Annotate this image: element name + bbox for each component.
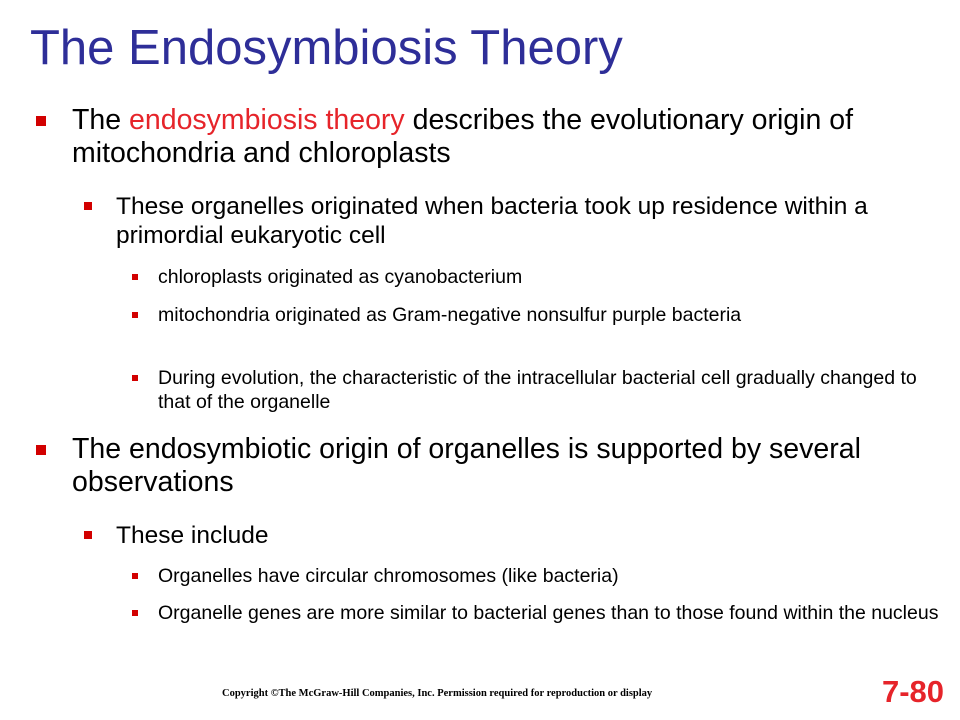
bullet-item (158, 265, 948, 289)
bullet-square-icon (84, 531, 92, 539)
bullet-item (158, 366, 948, 414)
bullet-text-rest: describes the evolutionary origin of mitochondria and chloroplasts (72, 104, 854, 169)
bullet-text (72, 104, 942, 170)
highlighted-term: endosymbiosis theory (129, 104, 405, 136)
bullet-item (72, 104, 942, 170)
bullet-text: chloroplasts originated as cyanobacterium (158, 266, 523, 288)
bullet-text: The endosymbiotic origin of organelles is supported by several observations (72, 433, 861, 498)
bullet-square-icon (36, 116, 46, 126)
bullet-square-icon (132, 610, 138, 616)
copyright-notice: Copyright ©The McGraw-Hill Companies, Inc. Permission required for reproduction or display (222, 688, 653, 699)
slide-number: 7-80 (881, 674, 944, 709)
bullet-item (158, 303, 948, 327)
bullet-item (116, 521, 916, 550)
bullet-square-icon (132, 375, 138, 381)
bullet-square-icon (36, 445, 46, 455)
bullet-text-lead: The (72, 104, 130, 136)
bullet-text: Organelle genes are more similar to bacterial genes than to those found within the nucleus (158, 602, 939, 624)
bullet-item (158, 564, 948, 588)
bullet-square-icon (132, 274, 138, 280)
bullet-text: During evolution, the characteristic of the intracellular bacterial cell gradually changed to that of the organelle (158, 367, 917, 413)
bullet-square-icon (132, 573, 138, 579)
bullet-item (72, 433, 942, 499)
bullet-square-icon (132, 312, 138, 318)
slide-title: The Endosymbiosis Theory (30, 21, 623, 75)
bullet-text: These include (116, 522, 269, 549)
bullet-square-icon (84, 202, 92, 210)
bullet-text: mitochondria originated as Gram-negative nonsulfur purple bacteria (158, 304, 742, 326)
bullet-text: These organelles originated when bacteria took up residence within a primordial eukaryotic cell (116, 193, 868, 249)
bullet-item (158, 601, 948, 625)
bullet-text: Organelles have circular chromosomes (like bacteria) (158, 565, 619, 587)
bullet-item (116, 192, 916, 250)
